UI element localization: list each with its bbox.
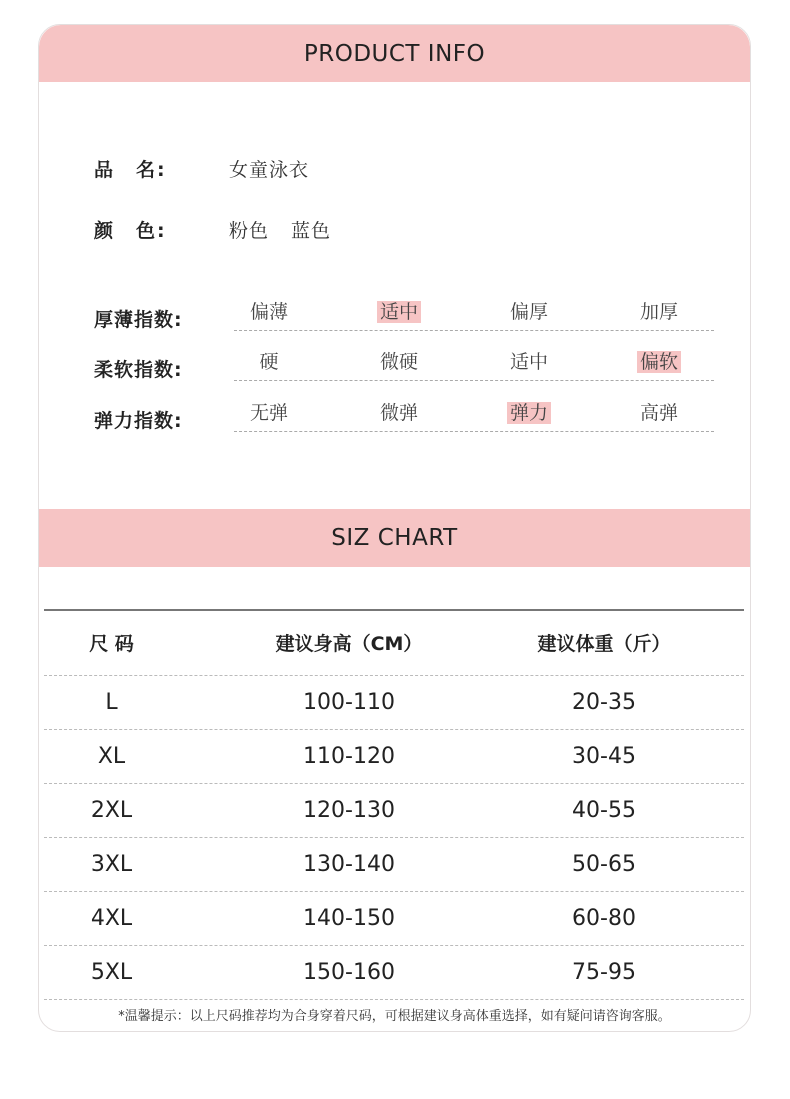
size-table	[44, 609, 744, 1000]
dashed-divider	[234, 380, 714, 381]
color-label: 颜 色:	[94, 220, 167, 242]
weight-cell: 20-35	[572, 690, 636, 715]
product-name-label: 品 名:	[94, 159, 167, 181]
height-cell: 150-160	[303, 960, 395, 985]
table-row	[44, 676, 744, 730]
index-option-label: 偏厚	[509, 301, 548, 323]
header-weight: 建议体重（斤）	[537, 633, 671, 655]
index-option-label: 硬	[259, 351, 279, 373]
size-cell: XL	[97, 744, 126, 769]
weight-cell: 30-45	[572, 744, 636, 769]
index-label: 弹力指数:	[94, 410, 183, 432]
index-option-label: 弹力	[507, 402, 551, 424]
dashed-divider	[234, 330, 714, 331]
table-row	[44, 784, 744, 838]
weight-cell: 75-95	[572, 960, 636, 985]
index-option	[354, 398, 444, 425]
index-option	[354, 347, 444, 374]
index-option-label: 适中	[509, 351, 548, 373]
header-size: 尺 码	[89, 633, 134, 655]
table-row	[44, 946, 744, 1000]
table-row	[44, 838, 744, 892]
size-cell: 3XL	[90, 852, 133, 877]
table-row	[44, 730, 744, 784]
product-name-row	[94, 155, 309, 182]
size-cell: 4XL	[90, 906, 133, 931]
dashed-divider	[234, 431, 714, 432]
index-option-label: 加厚	[639, 301, 678, 323]
size-chart-header: SIZ CHART	[39, 509, 750, 567]
size-cell: 2XL	[90, 798, 133, 823]
height-cell: 140-150	[303, 906, 395, 931]
index-row	[94, 398, 714, 438]
color-value-blue: 蓝色	[291, 220, 332, 242]
table-row	[44, 892, 744, 946]
size-cell: L	[105, 690, 118, 715]
index-option-selected	[614, 347, 704, 374]
product-info-header: PRODUCT INFO	[39, 25, 750, 82]
weight-cell: 60-80	[572, 906, 636, 931]
color-row	[94, 216, 331, 243]
weight-cell: 50-65	[572, 852, 636, 877]
index-option-label: 微硬	[379, 351, 418, 373]
index-row	[94, 297, 714, 337]
height-cell: 100-110	[303, 690, 395, 715]
index-option	[614, 297, 704, 324]
index-option	[614, 398, 704, 425]
index-option-label: 偏薄	[249, 301, 288, 323]
product-name-value: 女童泳衣	[229, 159, 310, 181]
index-option	[484, 297, 574, 324]
index-option	[224, 297, 314, 324]
weight-cell: 40-55	[572, 798, 636, 823]
height-cell: 110-120	[303, 744, 395, 769]
index-label: 厚薄指数:	[94, 309, 183, 331]
header-height: 建议身高（CM）	[275, 633, 423, 655]
size-cell: 5XL	[90, 960, 133, 985]
index-option-selected	[484, 398, 574, 425]
index-option	[224, 398, 314, 425]
height-cell: 130-140	[303, 852, 395, 877]
index-option-label: 偏软	[637, 351, 681, 373]
index-option-label: 高弹	[639, 402, 678, 424]
index-option-selected	[354, 297, 444, 324]
product-card	[38, 24, 751, 1032]
index-option-label: 无弹	[249, 402, 288, 424]
index-row	[94, 347, 714, 387]
index-option	[484, 347, 574, 374]
footnote: *温馨提示：以上尺码推荐均为合身穿着尺码，可根据建议身高体重选择，如有疑问请咨询客服。	[118, 1009, 671, 1024]
color-value-pink: 粉色	[229, 220, 270, 242]
index-option	[224, 347, 314, 374]
index-option-label: 适中	[377, 301, 421, 323]
size-table-header	[44, 609, 744, 676]
index-label: 柔软指数:	[94, 359, 183, 381]
height-cell: 120-130	[303, 798, 395, 823]
index-option-label: 微弹	[379, 402, 418, 424]
